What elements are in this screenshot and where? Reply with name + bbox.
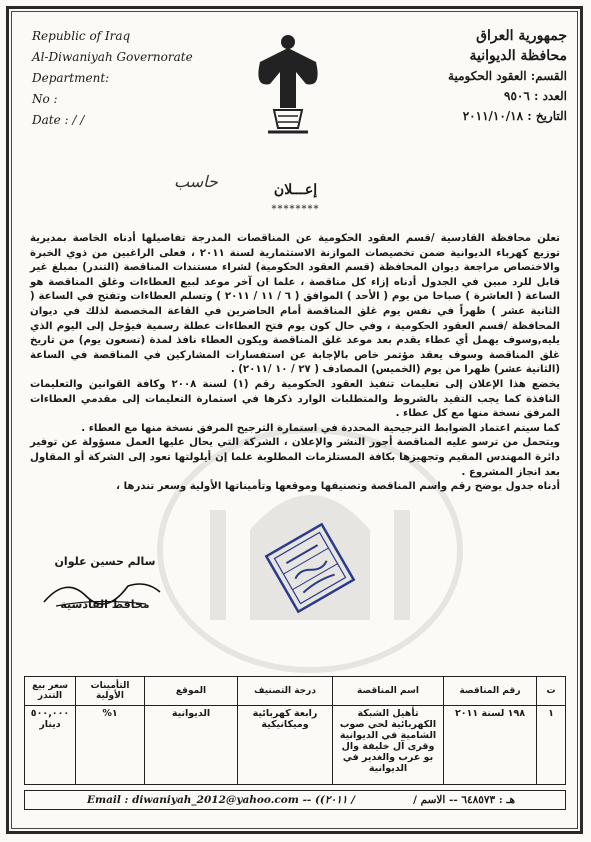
footer-phone: هـ : ٦٤٨٥٧٣ -- الاسم / [413, 794, 515, 806]
cell-tender-price: ٥٠٠,٠٠٠ دينار [25, 706, 76, 785]
body-paragraph: تعلن محافظة القادسية /قسم العقود الحكومية عن المناقصات المدرجة تفاصيلها أدناه الخاصة بمديرية توزيع كهرباء الديوانية ضمن تخصيصات الموازنة الاستثمارية لسنة ٢٠١١ ، فعلى الراغبين من ذوي الخبرة والاختصاص مراجعة ديوان المحافظة (قسم العقود الحكومية) لشراء مستندات المناقصة (التندر) بمبلغ غير قابل للرد مبين في الجدول أدناه إزاء كل مناقصة ، علما ان آخر موعد لبيع العطاءات وغلق المناقصة هو الساعة ( العاشرة ) صباحا من يوم ( الأحد ) الموافق ( ٦ / ١١ / ٢٠١١ ) وتسلم العطاءات وتفتح في الساعة ( الثانية عشر ) ظهراً في نفس يوم غلق المناقصة أمام الحاضرين في القاعة المخصصة لذلك في ديوان المحافظة /قسم العقود الحكومية ، وفي حال كون يوم فتح العطاءات عطلة رسمية فيؤجل إلى اليوم الذي يليه,وسوف يهمل أي عطاء يقدم بعد موعد غلق المناقصة ويكون العطاء نافذ لمدة (تسعون يوم) من تاريخ غلق المناقصة وسوف يعقد مؤتمر خاص بالإجابة عن استفسارات المشاركين في المناقصة في الساعة (الثانية عشر) ظهرا من يوم (الخميس) المصادف ( ٢٧ / ١٠ /٢٠١١) . [30, 233, 560, 376]
col-header: درجة التصنيف [238, 677, 333, 706]
header-ar-date: التاريخ : ٢٠١١/١٠/١٨ [462, 109, 567, 123]
header-en-governorate: Al-Diwaniyah Governorate [32, 50, 193, 64]
col-header: اسم المناقصة [333, 677, 444, 706]
handwritten-note: حاسب [174, 172, 218, 191]
signatory-name: سالم حسين علوان [54, 555, 156, 568]
title-stars: ******** [271, 204, 320, 215]
col-header: ت [537, 677, 566, 706]
signature-scribble [36, 572, 166, 612]
footer-contact [24, 790, 566, 810]
body-paragraph: أدناه جدول يوضح رقم واسم المناقصة وتصنيفها وموقعها وتأميناتها الأولية وسعر تندرها ، [116, 481, 560, 493]
body-paragraph: كما سيتم اعتماد الضوابط الترجيحية المحددة في استمارة الترجيح المرفق نسخة منها مع العطاء . [81, 422, 560, 434]
header-ar-department: القسم: العقود الحكومية [448, 69, 567, 83]
official-stamp [262, 520, 358, 616]
header-ar-number: العدد : ٩٥٠٦ [504, 89, 567, 103]
cell-tender-name: تأهيل الشبكة الكهربائية لحي صوب الشامية في الديوانية وقرى آل خليفة وال بو عرب والغدير في الديوانية [333, 706, 444, 785]
header-en-number: No : [32, 92, 58, 106]
header-ar-country: جمهورية العراق [476, 28, 567, 44]
header-ar-governorate: محافظة الديوانية [469, 48, 567, 64]
cell-classification: رابعة كهربائية وميكانيكية [238, 706, 333, 785]
table-header-row [25, 677, 566, 706]
header-english [32, 26, 193, 131]
header-en-country: Republic of Iraq [32, 29, 131, 43]
col-header: سعر بيع التندر [25, 677, 76, 706]
col-header: رقم المناقصة [444, 677, 537, 706]
header-arabic [448, 26, 567, 126]
cell-location: الديوانية [145, 706, 238, 785]
signatory-title: محافظ القادسية [60, 598, 150, 611]
announcement-title: إعـــلان [273, 182, 318, 198]
cell-insurance: ١% [76, 706, 145, 785]
table-row [25, 706, 566, 785]
cell-tender-number: ١٩٨ لسنة ٢٠١١ [444, 706, 537, 785]
col-header: التأمينات الأولية [76, 677, 145, 706]
header-en-date: Date : / / [32, 113, 85, 127]
tenders-table [24, 676, 566, 785]
eagle-emblem-icon [250, 28, 326, 140]
footer-email: Email : diwaniyah_2012@yahoo.com -- ((٢٠١١ / [87, 794, 355, 806]
cell-index: ١ [537, 706, 566, 785]
body-paragraph: ويتحمل من ترسو عليه المناقصة أجور النشر والإعلان ، الشركة التي يحال عليها العمل مسؤولة عن توفير دائرة المهندس المقيم وتجهيزها بكافة المستلزمات المطلوبة علما إن أيلولتها تعود إلى الشركة أو المقاول بعد انجاز المشروع . [30, 437, 560, 478]
body-paragraph: يخضع هذا الإعلان إلى تعليمات تنفيذ العقود الحكومية رقم (١) لسنة ٢٠٠٨ وكافة القوانين والتعليمات النافذة كما يجب التقيد بالشروط والمتطلبات الوارد ذكرها في استمارة التعليمات إلى مقدمي العطاءات المرفق نسخة منها مع كل عطاء . [30, 378, 560, 420]
col-header: الموقع [145, 677, 238, 706]
header-en-department: Department: [32, 71, 110, 85]
announcement-body [30, 232, 560, 495]
